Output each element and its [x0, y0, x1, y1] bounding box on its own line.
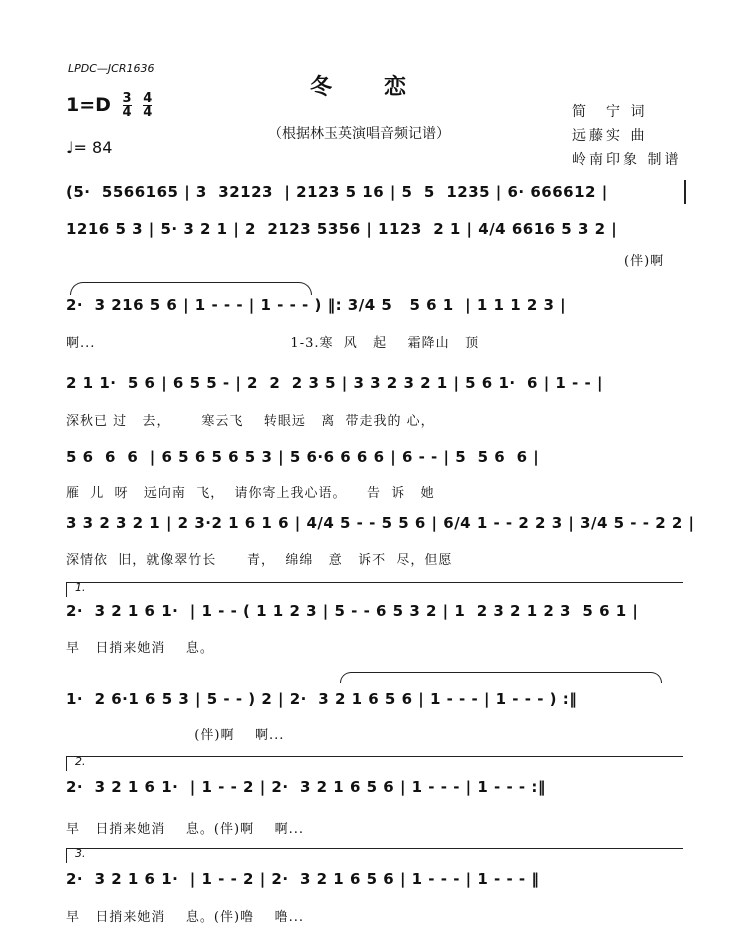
system-9-lyrics: 早 日捎来她消 息。(伴)啊 啊... [66, 822, 304, 837]
time-sig-1-num: 3 [122, 91, 132, 106]
system-6-notes: 3 3 2 3 2 1 | 2 3·2 1 6 1 6 | 4/4 5 - - 5 5 6 | 6/4 1 - - 2 2 3 | 3/4 5 - - 2 2 | [66, 514, 695, 532]
system-8-lyrics: (伴)啊 啊... [66, 728, 285, 743]
lyricist-credit: 简 宁 词 [572, 104, 648, 120]
tempo-marking: ♩= 84 [66, 138, 113, 157]
system-3-lyrics: 啊... 1-3.寒 风 起 霜降山 顶 [66, 336, 480, 351]
system-10-notes: 2· 3 2 1 6 1· | 1 - - 2 | 2· 3 2 1 6 5 6 | 1 - - - | 1 - - - ‖ [66, 870, 540, 888]
system-7-lyrics: 早 日捎来她消 息。 [66, 641, 214, 656]
system-4-lyrics: 深秋已 过 去， 寒云飞 转眼远 离 带走我的 心， [66, 414, 435, 429]
barline [684, 180, 686, 204]
time-sig-2-num: 4 [143, 91, 153, 106]
system-5-notes: 5 6 6 6 | 6 5 6 5 6 5 3 | 5 6·6 6 6 6 | 6 - - | 5 5 6 6 | [66, 448, 540, 466]
volta-3-bracket [66, 848, 683, 863]
time-signature-2 [143, 92, 152, 119]
time-sig-2-den: 4 [143, 105, 153, 120]
system-10-lyrics: 早 日捎来她消 息。(伴)噜 噜... [66, 910, 304, 925]
key-label: 1=D [66, 94, 111, 116]
volta-1-bracket [66, 582, 683, 597]
system-8-notes: 1· 2 6·1 6 5 3 | 5 - - ) 2 | 2· 3 2 1 6 5 6 | 1 - - - | 1 - - - ) :‖ [66, 690, 578, 708]
system-2-lyrics: (伴)啊 [624, 254, 665, 269]
song-title: 冬恋 [310, 74, 459, 100]
slur [70, 282, 312, 295]
system-9-notes: 2· 3 2 1 6 1· | 1 - - 2 | 2· 3 2 1 6 5 6 | 1 - - - | 1 - - - :‖ [66, 778, 546, 796]
volta-2-label: 2. [75, 755, 86, 768]
volta-1-label: 1. [75, 581, 86, 594]
composer-credit: 远藤实 曲 [572, 128, 648, 144]
time-sig-1-den: 4 [122, 105, 132, 120]
system-4-notes: 2 1 1· 5 6 | 6 5 5 - | 2 2 2 3 5 | 3 3 2 3 2 1 | 5 6 1· 6 | 1 - - | [66, 374, 603, 392]
volta-2-bracket [66, 756, 683, 771]
key-signature [66, 92, 152, 119]
system-3-notes: 2· 3 216 5 6 | 1 - - - | 1 - - - ) ‖: 3/4 5 5 6 1 | 1 1 1 2 3 | [66, 296, 567, 314]
song-subtitle: （根据林玉英演唱音频记谱） [268, 126, 450, 142]
system-2-notes: 1216 5 3 | 5· 3 2 1 | 2 2123 5356 | 1123 2 1 | 4/4 6616 5 3 2 | [66, 220, 618, 238]
system-1-notes: (5· 5566165 | 3 32123 | 2123 5 16 | 5 5 1235 | 6· 666612 | [66, 183, 608, 201]
system-7-notes: 2· 3 2 1 6 1· | 1 - - ( 1 1 2 3 | 5 - - 6 5 3 2 | 1 2 3 2 1 2 3 5 6 1 | [66, 602, 639, 620]
system-6-lyrics: 深情依 旧，就像翠竹长 青， 绵绵 意 诉不 尽，但愿 [66, 553, 453, 568]
credits [572, 100, 681, 172]
slur [340, 672, 662, 683]
arranger-credit: 岭南印象 制谱 [572, 152, 682, 168]
system-5-lyrics: 雁 儿 呀 远向南 飞， 请你寄上我心语。 告 诉 她 [66, 486, 435, 501]
score-code: LPDC—JCR1636 [68, 62, 155, 75]
volta-3-label: 3. [75, 847, 86, 860]
time-signature-1 [123, 92, 132, 119]
